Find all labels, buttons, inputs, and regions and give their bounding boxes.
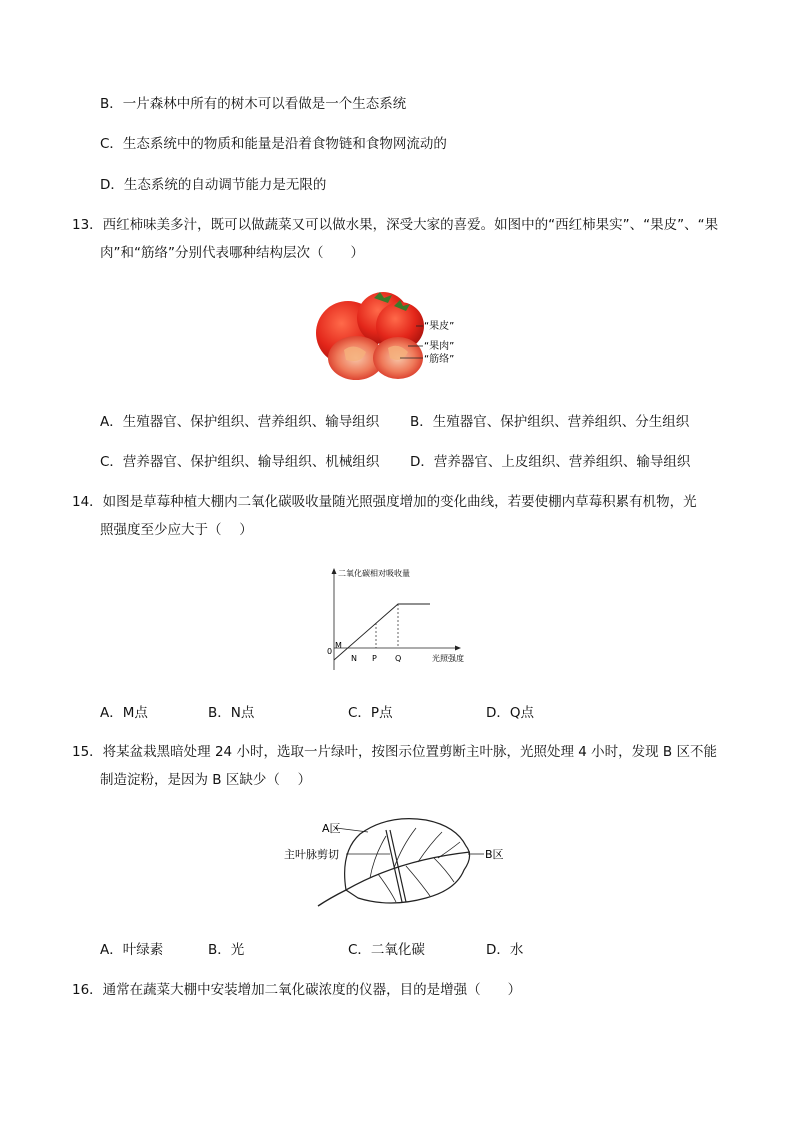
q13-option-d: D．营养器官、上皮组织、营养组织、输导组织 bbox=[410, 454, 691, 470]
q14-option-d: D．Q点 bbox=[486, 705, 535, 721]
q15-option-a: A．叶绿素 bbox=[100, 942, 164, 958]
tomato-figure bbox=[308, 288, 488, 388]
q15-option-b: B．光 bbox=[208, 942, 245, 958]
q14-option-b: B．N点 bbox=[208, 705, 255, 721]
q13-option-b: B．生殖器官、保护组织、营养组织、分生组织 bbox=[410, 414, 690, 430]
chart-point-p: P bbox=[372, 654, 377, 663]
chart-xlabel: 光照强度 bbox=[432, 654, 464, 663]
q13-option-a: A．生殖器官、保护组织、营养组织、输导组织 bbox=[100, 414, 380, 430]
label-vein: “筋络” bbox=[424, 354, 455, 365]
q12-option-b: B．一片森林中所有的树木可以看做是一个生态系统 bbox=[100, 96, 407, 112]
chart-ylabel: 二氧化碳相对吸收量 bbox=[338, 569, 410, 578]
q12-option-c: C．生态系统中的物质和能量是沿着食物链和食物网流动的 bbox=[100, 136, 447, 152]
q14-option-c: C．P点 bbox=[348, 705, 393, 721]
q15-option-d: D．水 bbox=[486, 942, 524, 958]
leaf-figure bbox=[278, 812, 518, 912]
chart-point-m: M bbox=[335, 641, 342, 650]
label-zone-a: A区 bbox=[322, 822, 341, 835]
q14-stem-line2: 照强度至少应大于（ ） bbox=[100, 522, 253, 538]
label-flesh: “果肉” bbox=[424, 341, 455, 352]
label-peel: “果皮” bbox=[424, 321, 455, 332]
q15-stem-line1: 15．将某盆栽黑暗处理 24 小时，选取一片绿叶，按图示位置剪断主叶脉，光照处理 4 小时，发现 B 区不能 bbox=[72, 744, 717, 760]
q16-stem-line1: 16．通常在蔬菜大棚中安装增加二氧化碳浓度的仪器，目的是增强（ ） bbox=[72, 982, 522, 998]
q13-stem-line1: 13．西红柿味美多汁，既可以做蔬菜又可以做水果，深受大家的喜爱。如图中的“西红柿果实”、“果皮”、“果 bbox=[72, 217, 719, 233]
q13-stem-line2: 肉”和“筋络”分别代表哪种结构层次（ ） bbox=[100, 245, 364, 261]
co2-curve bbox=[334, 604, 430, 660]
q14-option-a: A．M点 bbox=[100, 705, 148, 721]
chart-origin: 0 bbox=[327, 647, 333, 656]
co2-light-chart bbox=[322, 562, 472, 677]
q15-option-c: C．二氧化碳 bbox=[348, 942, 425, 958]
q15-stem-line2: 制造淀粉，是因为 B 区缺少（ ） bbox=[100, 772, 312, 788]
label-cut: 主叶脉剪切 bbox=[284, 848, 339, 861]
chart-point-n: N bbox=[351, 654, 357, 663]
label-zone-b: B区 bbox=[485, 848, 504, 861]
q14-stem-line1: 14．如图是草莓种植大棚内二氧化碳吸收量随光照强度增加的变化曲线，若要使棚内草莓积累有机物，光 bbox=[72, 494, 697, 510]
chart-point-q: Q bbox=[395, 654, 402, 663]
q13-option-c: C．营养器官、保护组织、输导组织、机械组织 bbox=[100, 454, 380, 470]
main-vein bbox=[346, 852, 470, 890]
q12-option-d: D．生态系统的自动调节能力是无限的 bbox=[100, 177, 327, 193]
